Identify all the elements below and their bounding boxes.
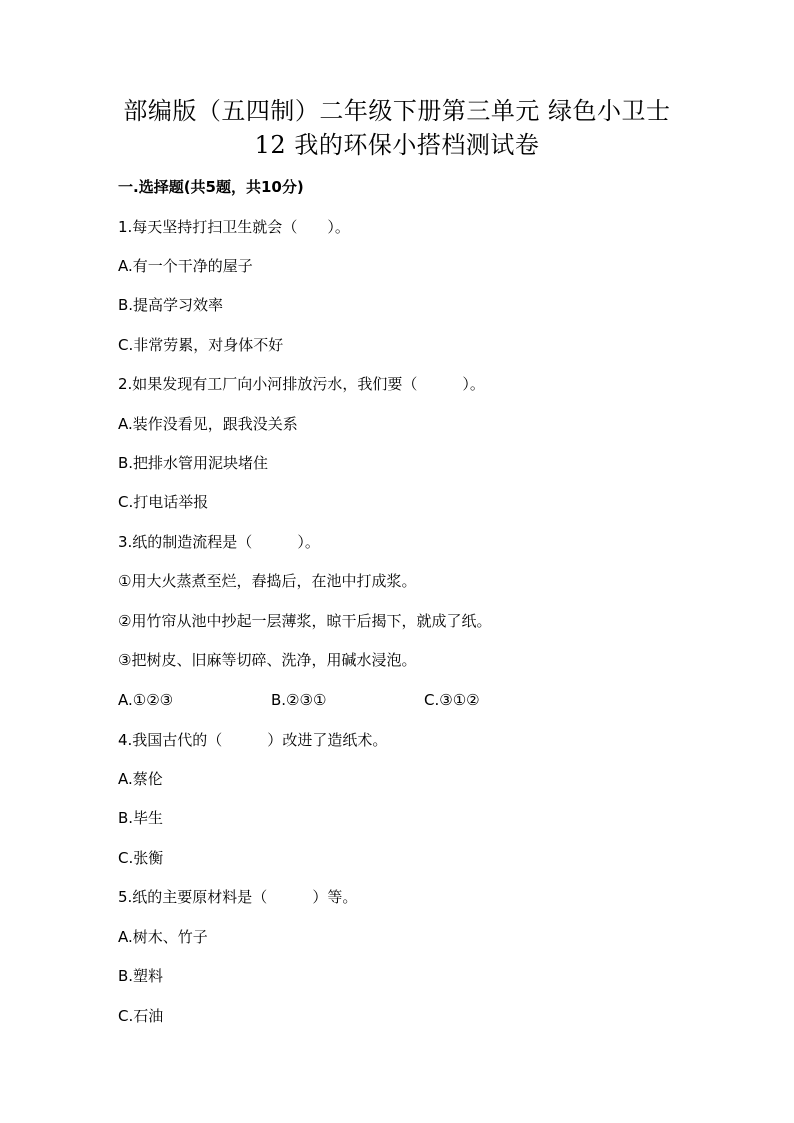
question-2-option-c: C.打电话举报 [118,493,209,511]
section-heading: 一.选择题(共5题，共10分) [118,178,304,196]
question-3-stem: 3.纸的制造流程是（ ）。 [118,533,320,551]
document-title-line-2: 12 我的环保小搭档测试卷 [254,131,540,159]
question-4-stem: 4.我国古代的（ ）改进了造纸术。 [118,731,388,749]
question-2-option-a: A.装作没看见，跟我没关系 [118,415,298,433]
question-5-option-b: B.塑料 [118,967,164,985]
question-5-option-a: A.树木、竹子 [118,928,208,946]
question-2-option-b: B.把排水管用泥块堵住 [118,454,269,472]
question-3-option-a: A.①②③ [118,691,174,709]
question-5-stem: 5.纸的主要原材料是（ ）等。 [118,888,358,906]
question-1-option-c: C.非常劳累，对身体不好 [118,336,284,354]
question-1-option-b: B.提高学习效率 [118,296,224,314]
question-3-option-b: B.②③① [271,691,327,709]
question-4-option-c: C.张衡 [118,849,164,867]
question-5-option-c: C.石油 [118,1007,164,1025]
question-1-option-a: A.有一个干净的屋子 [118,257,253,275]
question-3-step-2: ②用竹帘从池中抄起一层薄浆，晾干后揭下，就成了纸。 [118,612,492,630]
question-3-option-c: C.③①② [424,691,480,709]
question-2-stem: 2.如果发现有工厂向小河排放污水，我们要（ ）。 [118,375,485,393]
question-1-stem: 1.每天坚持打扫卫生就会（ ）。 [118,218,350,236]
document-title-line-1: 部编版（五四制）二年级下册第三单元 绿色小卫士 [123,97,671,125]
question-3-step-3: ③把树皮、旧麻等切碎、洗净，用碱水浸泡。 [118,651,417,669]
question-4-option-a: A.蔡伦 [118,770,163,788]
question-3-step-1: ①用大火蒸煮至烂，舂捣后，在池中打成浆。 [118,572,417,590]
question-4-option-b: B.毕生 [118,809,164,827]
